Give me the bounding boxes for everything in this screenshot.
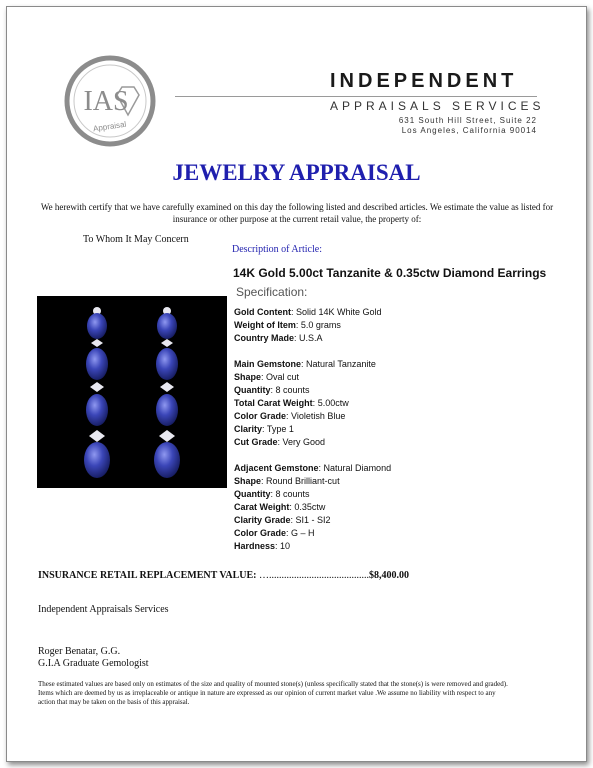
specification-list xyxy=(234,306,391,553)
spec-label: Clarity Grade xyxy=(234,515,291,525)
spec-value: 10 xyxy=(280,541,291,551)
spec-separator: : xyxy=(261,372,267,382)
certification-text: We herewith certify that we have carefully examined on this day the following listed and described articles. We estimate the value as listed for insurance or other purpose at the current retail value, the property of: xyxy=(40,202,554,224)
earrings-photo xyxy=(37,296,227,488)
company-name: INDEPENDENT xyxy=(330,70,518,92)
header-divider xyxy=(175,96,537,97)
document-title: JEWELRY APPRAISAL xyxy=(172,160,421,185)
spec-row xyxy=(234,384,391,397)
spec-row xyxy=(234,540,391,553)
spec-value: Solid 14K White Gold xyxy=(296,307,382,317)
spec-value: 5.0 grams xyxy=(300,320,341,330)
spec-label: Main Gemstone xyxy=(234,359,302,369)
address-line-1: 631 South Hill Street, Suite 22 xyxy=(398,116,537,125)
signer-title: G.I.A Graduate Gemologist xyxy=(38,658,149,669)
spec-row xyxy=(234,358,391,371)
value-amount: $8,400.00 xyxy=(368,570,409,581)
spec-value: SI1 - SI2 xyxy=(295,515,331,525)
spec-value: 8 counts xyxy=(275,385,310,395)
logo-letters: IAS xyxy=(83,86,129,117)
spec-label: Color Grade xyxy=(234,411,287,421)
spec-separator: : xyxy=(301,359,307,369)
spec-label: Weight of Item xyxy=(234,320,296,330)
spec-separator: : xyxy=(275,541,281,551)
spec-separator: : xyxy=(270,385,276,395)
spec-label: Cut Grade xyxy=(234,437,278,447)
spec-row xyxy=(234,501,391,514)
spec-row xyxy=(234,514,391,527)
spec-label: Hardness xyxy=(234,541,276,551)
spec-row xyxy=(234,436,391,449)
spec-row xyxy=(234,475,391,488)
signer-block xyxy=(38,646,149,670)
spec-value: Very Good xyxy=(282,437,326,447)
spec-separator: : xyxy=(312,398,318,408)
value-leader-dots: …........................................ xyxy=(258,570,369,581)
spec-value: Violetish Blue xyxy=(291,411,346,421)
spec-label: Gold Content xyxy=(234,307,291,317)
spec-separator: : xyxy=(286,528,292,538)
spec-separator: : xyxy=(277,437,283,447)
signer-name: Roger Benatar, G.G. xyxy=(38,646,121,657)
disclaimer: These estimated values are based only on estimates of the size and quality of mounted stone(s) (unless specifically stated that the stone(s) is were removed and graded). Items which are deemed by us as irreplaceable or antique in nature are expressed as our opinion of current market value .We assume no liability with respect to any action that may be taken on the basis of this appraisal. xyxy=(38,680,508,706)
description-label: Description of Article: xyxy=(232,244,322,255)
spec-separator: : xyxy=(318,463,324,473)
ias-logo xyxy=(64,55,156,147)
spec-value: Natural Diamond xyxy=(323,463,392,473)
spec-value: 0.35ctw xyxy=(294,502,326,512)
spec-value: G – H xyxy=(291,528,315,538)
logo-caption: Appraisal xyxy=(92,119,127,134)
address-line-2: Los Angeles, California 90014 xyxy=(401,126,537,135)
spec-value: Oval cut xyxy=(266,372,300,382)
spec-label: Quantity xyxy=(234,489,271,499)
spec-separator: : xyxy=(262,424,267,434)
specification-label: Specification: xyxy=(236,285,308,299)
spec-separator: : xyxy=(289,502,295,512)
spec-row xyxy=(234,306,391,319)
recipient: To Whom It May Concern xyxy=(83,234,189,245)
company-signature-name: Independent Appraisals Services xyxy=(38,604,169,615)
spec-row xyxy=(234,397,391,410)
company-address xyxy=(399,116,537,136)
spec-value: 8 counts xyxy=(275,489,310,499)
insurance-value xyxy=(38,570,409,581)
spec-separator: : xyxy=(291,307,297,317)
spec-label: Total Carat Weight xyxy=(234,398,313,408)
spec-separator: : xyxy=(295,320,301,330)
company-subtitle: APPRAISALS SERVICES xyxy=(330,99,545,113)
spec-value: Round Brilliant-cut xyxy=(266,476,340,486)
spec-row xyxy=(234,332,391,345)
spec-separator: : xyxy=(294,333,300,343)
spec-separator: : xyxy=(261,476,267,486)
spec-separator: : xyxy=(290,515,296,525)
spec-label: Clarity xyxy=(234,424,263,434)
spec-row xyxy=(234,462,391,475)
spec-label: Shape xyxy=(234,476,262,486)
spec-row xyxy=(234,319,391,332)
spec-value: Natural Tanzanite xyxy=(306,359,376,369)
spec-row xyxy=(234,410,391,423)
spec-value: U.S.A xyxy=(299,333,323,343)
spec-value: Type 1 xyxy=(266,424,294,434)
spec-label: Quantity xyxy=(234,385,271,395)
spec-label: Color Grade xyxy=(234,528,287,538)
spec-group-gap xyxy=(234,345,391,358)
spec-group-gap xyxy=(234,449,391,462)
value-label: INSURANCE RETAIL REPLACEMENT VALUE: xyxy=(38,570,257,581)
spec-separator: : xyxy=(270,489,276,499)
spec-label: Adjacent Gemstone xyxy=(234,463,319,473)
spec-label: Shape xyxy=(234,372,262,382)
spec-separator: : xyxy=(286,411,292,421)
spec-row xyxy=(234,527,391,540)
spec-label: Country Made xyxy=(234,333,295,343)
spec-label: Carat Weight xyxy=(234,502,290,512)
spec-row xyxy=(234,423,391,436)
spec-row xyxy=(234,371,391,384)
spec-row xyxy=(234,488,391,501)
spec-value: 5.00ctw xyxy=(317,398,349,408)
item-title: 14K Gold 5.00ct Tanzanite & 0.35ctw Diamond Earrings xyxy=(233,266,547,280)
